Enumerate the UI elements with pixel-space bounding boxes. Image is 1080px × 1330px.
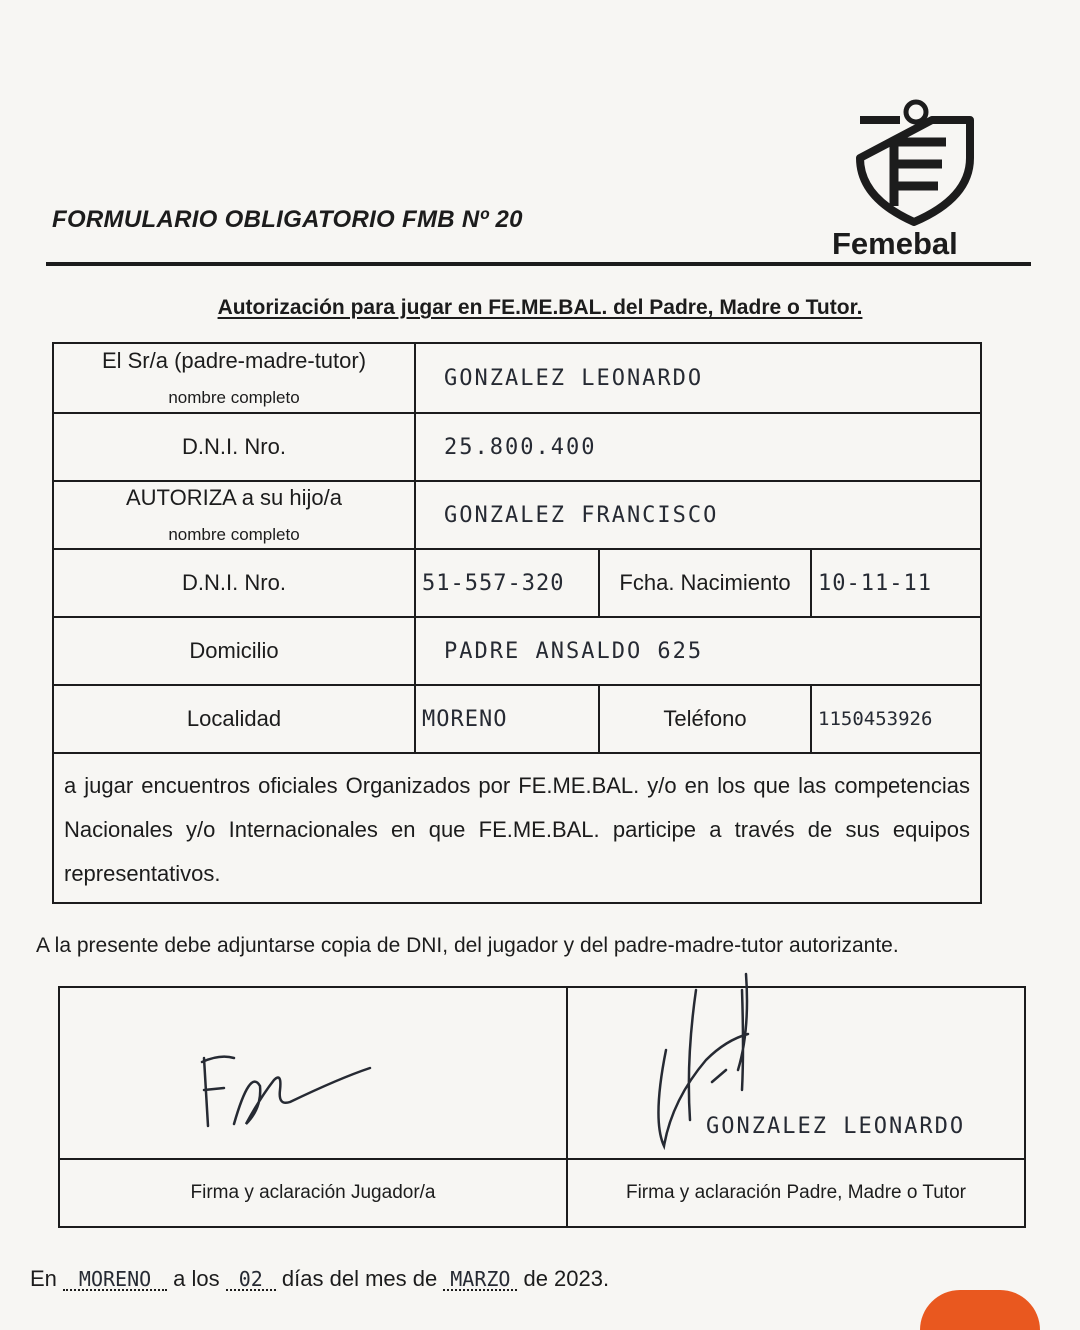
parent-name-field[interactable]: GONZALEZ LEONARDO — [415, 343, 981, 413]
player-signature-box[interactable] — [59, 987, 567, 1159]
form-title: FORMULARIO OBLIGATORIO FMB Nº 20 — [52, 206, 523, 233]
parent-sublabel: nombre completo — [168, 388, 300, 407]
parent-label: El Sr/a (padre-madre-tutor) — [101, 348, 367, 373]
city-label: Localidad — [53, 685, 415, 753]
parent-signature-clarification: GONZALEZ LEONARDO — [706, 1114, 966, 1139]
player-signature-caption: Firma y aclaración Jugador/a — [59, 1159, 567, 1227]
attachment-note: A la presente debe adjuntarse copia de DNI, del jugador y del padre-madre-tutor autorizante. — [36, 934, 899, 957]
footer-place-field[interactable]: MORENO — [63, 1269, 167, 1291]
parent-dni-field[interactable]: 25.800.400 — [415, 413, 981, 481]
player-signature-icon — [190, 1028, 450, 1148]
address-label: Domicilio — [53, 617, 415, 685]
footer-mid2: días del mes de — [281, 1266, 438, 1291]
parent-signature-box[interactable] — [567, 987, 1025, 1159]
parent-dni-label: D.N.I. Nro. — [53, 413, 415, 481]
child-name-row — [53, 481, 981, 549]
authorization-text-row — [53, 753, 981, 903]
child-label: AUTORIZA a su hijo/a — [125, 485, 342, 510]
footer-suffix: de 2023. — [523, 1266, 610, 1291]
footer-date-line — [30, 1266, 609, 1292]
phone-field[interactable]: 1150453926 — [811, 685, 981, 753]
footer-mid1: a los — [173, 1266, 220, 1291]
child-name-field[interactable]: GONZALEZ FRANCISCO — [415, 481, 981, 549]
child-dni-label: D.N.I. Nro. — [53, 549, 415, 617]
femebal-shield-icon — [852, 98, 976, 226]
city-field[interactable]: MORENO — [415, 685, 599, 753]
orange-object — [920, 1290, 1040, 1330]
child-dni-field[interactable]: 51-557-320 — [415, 549, 599, 617]
footer-day-field[interactable]: 02 — [226, 1269, 276, 1291]
birth-date-field[interactable]: 10-11-11 — [811, 549, 981, 617]
signature-table — [58, 986, 1026, 1228]
logo-text: Femebal — [832, 226, 958, 261]
parent-dni-row — [53, 413, 981, 481]
parent-label-cell — [53, 343, 415, 413]
form-subtitle: Autorización para jugar en FE.ME.BAL. del Padre, Madre o Tutor. — [217, 296, 863, 319]
signature-caption-row — [59, 1159, 1025, 1227]
footer-month-field[interactable]: MARZO — [443, 1269, 517, 1291]
parent-signature-caption: Firma y aclaración Padre, Madre o Tutor — [567, 1159, 1025, 1227]
footer-prefix: En — [30, 1266, 57, 1291]
signature-row — [59, 987, 1025, 1159]
address-row — [53, 617, 981, 685]
authorization-text: a jugar encuentros oficiales Organizados por FE.ME.BAL. y/o en los que las competencias Nacionales y/o Internacionales en que FE.ME.BAL. participe a través de sus equipos representativos. — [53, 753, 981, 903]
phone-label: Teléfono — [599, 685, 811, 753]
city-row — [53, 685, 981, 753]
authorization-table — [52, 342, 982, 904]
header-divider — [46, 262, 1031, 266]
child-label-cell — [53, 481, 415, 549]
child-dni-row — [53, 549, 981, 617]
parent-name-row — [53, 343, 981, 413]
birth-date-label: Fcha. Nacimiento — [599, 549, 811, 617]
child-sublabel: nombre completo — [168, 525, 300, 544]
address-field[interactable]: PADRE ANSALDO 625 — [415, 617, 981, 685]
